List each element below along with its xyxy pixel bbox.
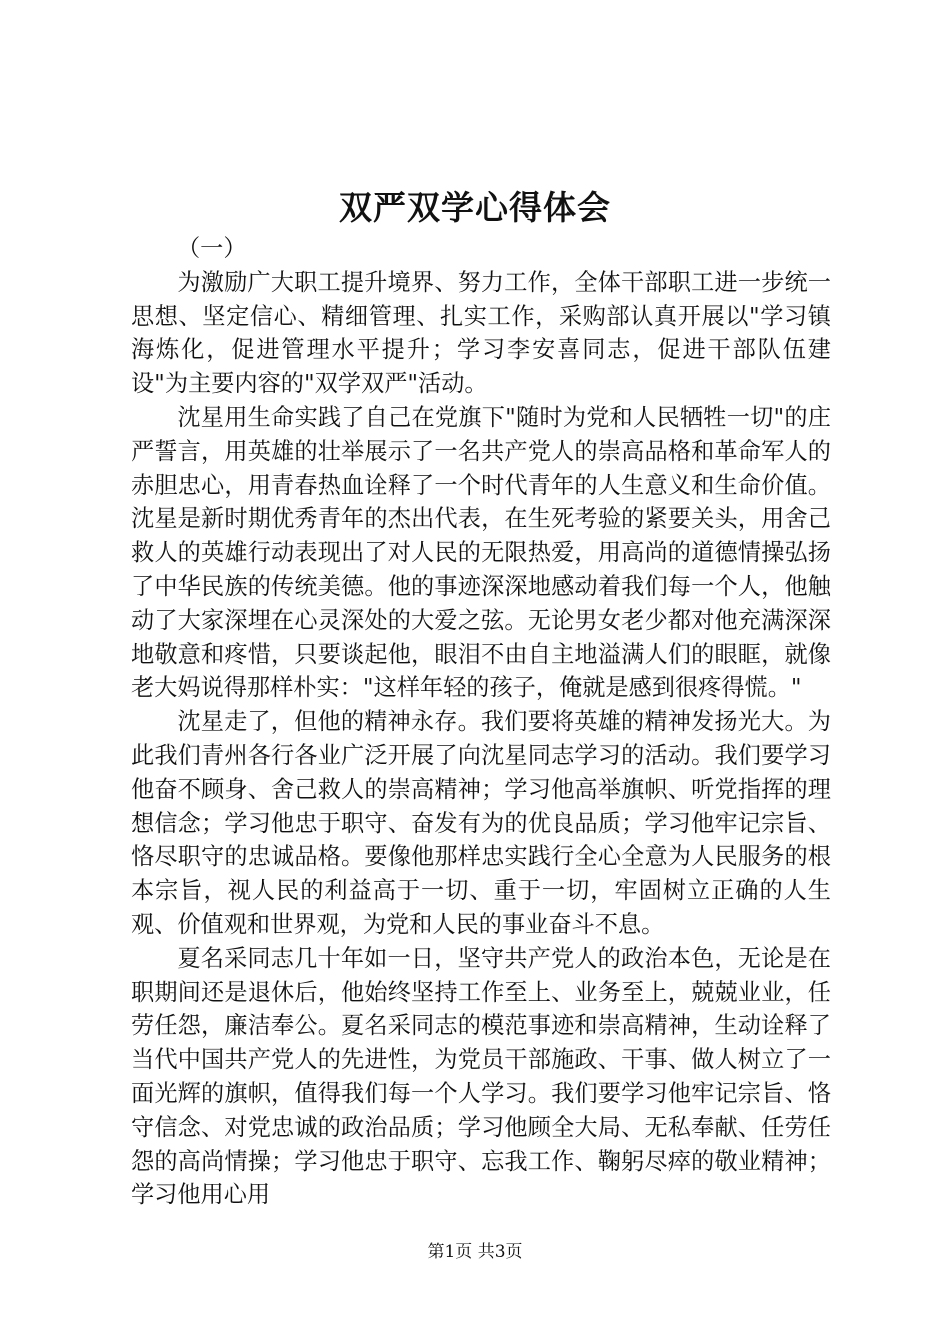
section-label: （一） [177,235,247,262]
paragraph-2: 沈星用生命实践了自己在党旗下"随时为党和人民牺牲一切"的庄严誓言，用英雄的壮举展示了一名共产党人的崇高品格和革命军人的赤胆忠心，用青春热血诠释了一个时代青年的人生意义和生命价值。沈星是新时期优秀青年的杰出代表，在生死考验的紧要关头，用舍己救人的英雄行动表现出了对人民的无限热爱，用高尚的道德情操弘扬了中华民族的传统美德。他的事迹深深地感动着我们每一个人，他触动了大家深埋在心灵深处的大爱之弦。无论男女老少都对他充满深深地敬意和疼惜，只要谈起他，眼泪不由自主地溢满人们的眼眶，就像老大妈说得那样朴实："这样年轻的孩子，俺就是感到很疼得慌。" [131,403,831,702]
document-title: 双严双学心得体会 [339,188,611,227]
document-body [131,232,831,1212]
paragraph-4: 夏名采同志几十年如一日，坚守共产党人的政治本色，无论是在职期间还是退休后，他始终坚持工作至上、业务至上，兢兢业业，任劳任怨，廉洁奉公。夏名采同志的模范事迹和崇高精神，生动诠释了当代中国共产党人的先进性，为党员干部施政、干事、做人树立了一面光辉的旗帜，值得我们每一个人学习。我们要学习他牢记宗旨、恪守信念、对党忠诚的政治品质；学习他顾全大局、无私奉献、任劳任怨的高尚情操；学习他忠于职守、忘我工作、鞠躬尽瘁的敬业精神；学习他用心用 [131,944,831,1209]
paragraph-1: 为激励广大职工提升境界、努力工作，全体干部职工进一步统一思想、坚定信心、精细管理、扎实工作，采购部认真开展以"学习镇海炼化，促进管理水平提升；学习李安喜同志，促进干部队伍建设"为主要内容的"双学双严"活动。 [131,268,831,398]
paragraph-3: 沈星走了，但他的精神永存。我们要将英雄的精神发扬光大。为此我们青州各行各业广泛开展了向沈星同志学习的活动。我们要学习他奋不顾身、舍己救人的崇高精神；学习他高举旗帜、听党指挥的理想信念；学习他忠于职守、奋发有为的优良品质；学习他牢记宗旨、恪尽职守的忠诚品格。要像他那样忠实践行全心全意为人民服务的根本宗旨，视人民的利益高于一切、重于一切，牢固树立正确的人生观、价值观和世界观，为党和人民的事业奋斗不息。 [131,708,831,938]
page-footer: 第1页 共3页 [427,1242,523,1262]
